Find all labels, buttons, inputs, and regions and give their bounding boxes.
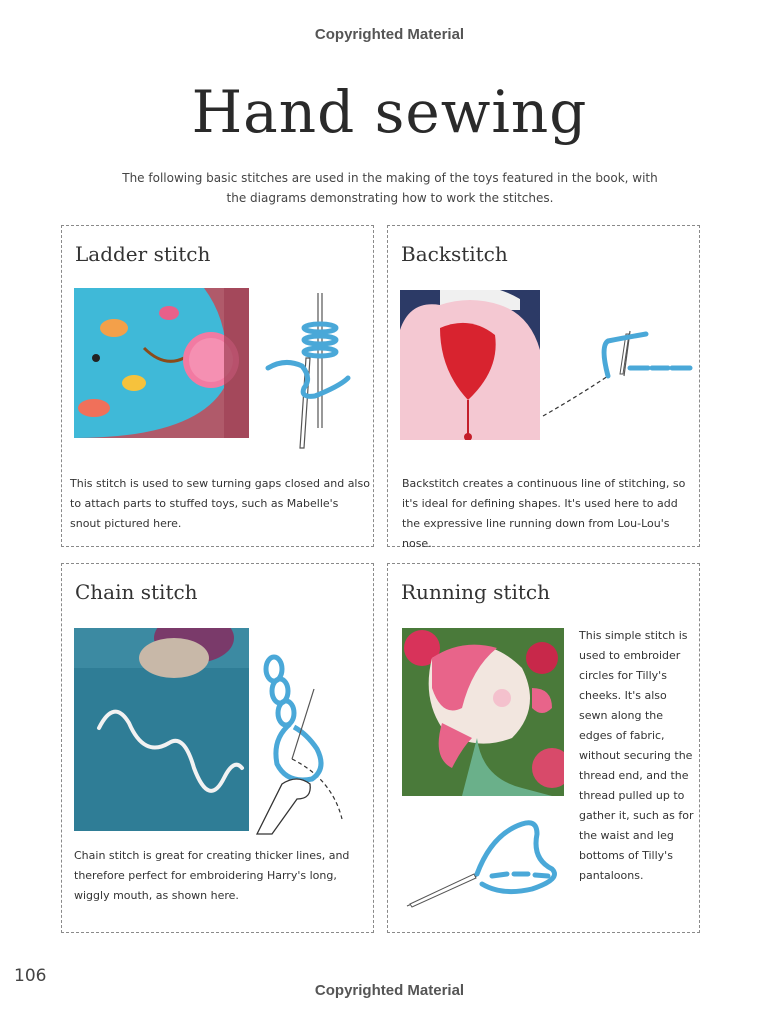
chain-stitch-photo: [74, 628, 249, 831]
ladder-stitch-title: Ladder stitch: [75, 242, 211, 266]
backstitch-photo: [400, 290, 540, 440]
chain-stitch-card: [61, 563, 374, 933]
backstitch-diagram: [538, 316, 698, 426]
ladder-stitch-description: This stitch is used to sew turning gaps closed and also to attach parts to stuffed toys, such as Mabelle's snout pictured here.: [70, 477, 370, 530]
running-stitch-title: Running stitch: [401, 580, 550, 604]
running-stitch-card: [387, 563, 700, 933]
running-stitch-description: This simple stitch is used to embroider circles for Tilly's cheeks. It's also sewn along the edges of fabric, without securing the thread end, and the thread pulled up to gather it, such as for the waist and leg bottoms of Tilly's pantaloons.: [579, 629, 694, 882]
ladder-stitch-card: [61, 225, 374, 547]
chain-stitch-title: Chain stitch: [75, 580, 198, 604]
copyright-header: Copyrighted Material: [314, 26, 465, 43]
backstitch-description: Backstitch creates a continuous line of stitching, so it's ideal for defining shapes. It's used here to add the expressive line running down from Lou-Lou's nose.: [402, 477, 686, 550]
intro-paragraph: The following basic stitches are used in the making of the toys featured in the book, with the diagrams demonstrating how to work the stitches.: [122, 171, 658, 205]
chain-stitch-diagram: [252, 649, 372, 839]
ladder-stitch-photo: [74, 288, 249, 438]
copyright-footer: Copyrighted Material: [314, 982, 465, 999]
ladder-stitch-diagram: [260, 288, 360, 468]
running-stitch-photo: [402, 628, 564, 796]
backstitch-title: Backstitch: [401, 242, 508, 266]
running-stitch-diagram: [402, 814, 582, 914]
chain-stitch-description: Chain stitch is great for creating thicker lines, and therefore perfect for embroidering Harry's long, wiggly mouth, as shown here.: [74, 849, 350, 902]
backstitch-card: [387, 225, 700, 550]
page-number: 106: [14, 966, 47, 986]
page-title: Hand sewing: [191, 78, 588, 146]
